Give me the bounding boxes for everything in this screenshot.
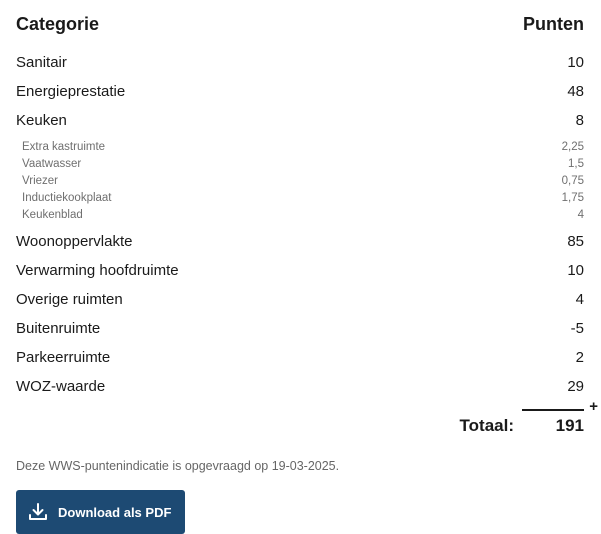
subrow-label: Inductiekookplaat (22, 191, 112, 204)
row-value: 10 (567, 54, 584, 71)
table-row-woz-waarde (16, 372, 584, 401)
row-label: Buitenruimte (16, 320, 101, 337)
subrow-value: 0,75 (561, 174, 584, 187)
row-label: Parkeerruimte (16, 349, 111, 366)
category-header: Categorie (16, 13, 100, 34)
row-value: 8 (575, 112, 584, 129)
subrow-vaatwasser (16, 155, 584, 172)
sum-line (522, 409, 584, 411)
request-date-note: Deze WWS-puntenindicatie is opgevraagd op 19-03-2025. (16, 459, 340, 473)
total-value: 191 (555, 416, 584, 435)
points-table (16, 0, 598, 534)
download-pdf-button[interactable] (16, 490, 185, 534)
row-label: Sanitair (16, 54, 67, 71)
keuken-breakdown (16, 135, 584, 227)
download-button-label: Download als PDF (58, 504, 172, 520)
subrow-extra-kastruimte (16, 138, 584, 155)
subrow-keukenblad (16, 206, 584, 223)
subrow-value: 1,75 (561, 191, 584, 204)
subrow-value: 1,5 (568, 157, 584, 170)
table-row-sanitair (16, 48, 584, 77)
row-label: Keuken (16, 112, 67, 129)
table-row-energieprestatie (16, 77, 584, 106)
total-label: Totaal: (459, 416, 514, 435)
subrow-label: Vaatwasser (22, 157, 82, 170)
row-label: Woonoppervlakte (16, 233, 133, 250)
row-value: -5 (570, 320, 584, 337)
subrow-label: Keukenblad (22, 208, 83, 221)
row-value: 29 (567, 378, 584, 395)
sum-separator (16, 398, 598, 415)
table-row-woonoppervlakte (16, 227, 584, 256)
download-icon (28, 503, 48, 521)
table-row-keuken (16, 106, 584, 135)
row-label: Energieprestatie (16, 83, 126, 100)
row-label: Verwarming hoofdruimte (16, 262, 179, 279)
row-label: WOZ-waarde (16, 378, 106, 395)
table-header (16, 0, 584, 48)
table-row-parkeerruimte (16, 343, 584, 372)
table-row-overige-ruimten (16, 285, 584, 314)
row-value: 4 (575, 291, 584, 308)
row-value: 48 (567, 83, 584, 100)
subrow-vriezer (16, 172, 584, 189)
row-value: 10 (567, 262, 584, 279)
subrow-value: 2,25 (561, 140, 584, 153)
total-row (16, 413, 584, 439)
subrow-label: Vriezer (22, 174, 58, 187)
points-header: Punten (523, 13, 584, 34)
subrow-label: Extra kastruimte (22, 140, 106, 153)
row-label: Overige ruimten (16, 291, 123, 308)
row-value: 85 (567, 233, 584, 250)
table-row-verwarming (16, 256, 584, 285)
row-value: 2 (575, 349, 584, 366)
plus-sign: + (589, 398, 598, 415)
table-row-buitenruimte (16, 314, 584, 343)
subrow-inductiekookplaat (16, 189, 584, 206)
subrow-value: 4 (577, 208, 584, 221)
